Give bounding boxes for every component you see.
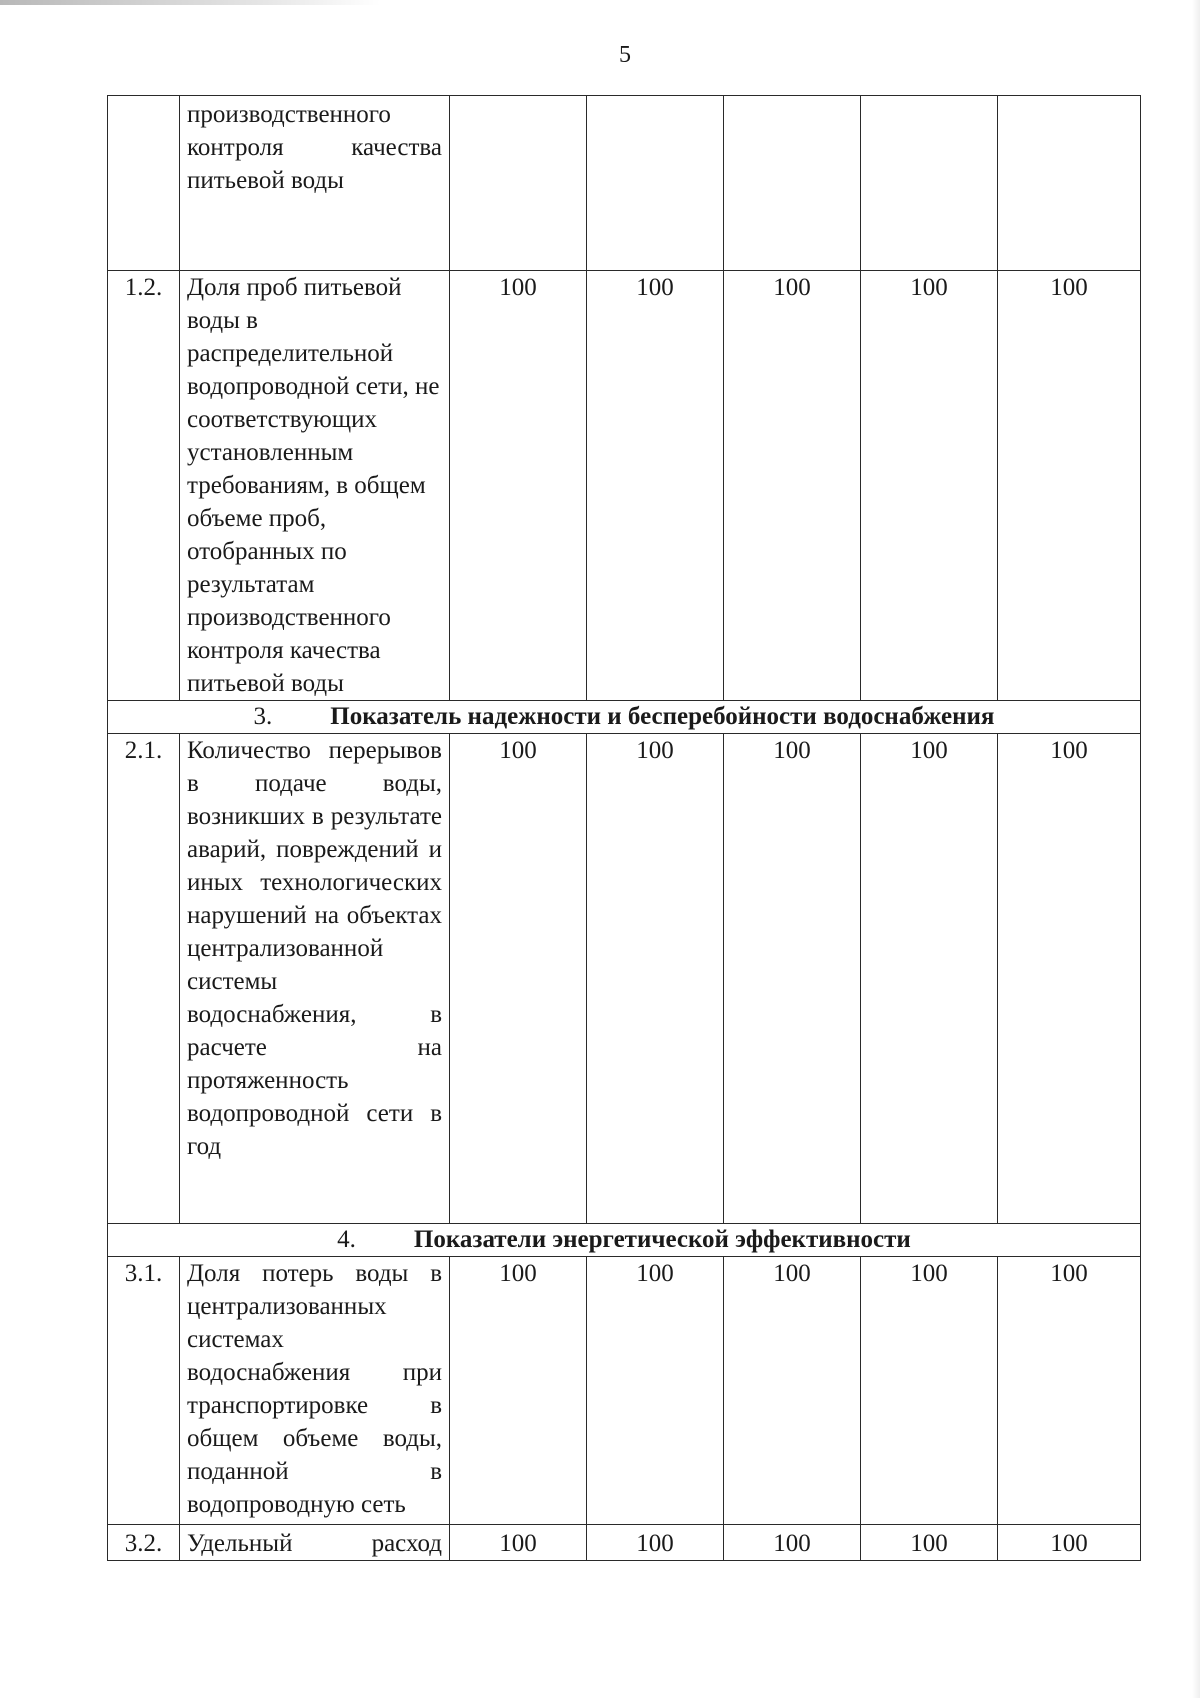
value-cell: 100 bbox=[724, 734, 861, 1224]
value-cell: 100 bbox=[998, 1525, 1141, 1561]
value-cell: 100 bbox=[724, 1257, 861, 1525]
value-cell bbox=[998, 96, 1141, 271]
row-number: 1.2. bbox=[108, 271, 180, 701]
value-cell: 100 bbox=[861, 271, 998, 701]
row-number: 3.2. bbox=[108, 1525, 180, 1561]
value-cell bbox=[450, 96, 587, 271]
value-cell: 100 bbox=[587, 734, 724, 1224]
value-cell: 100 bbox=[861, 1257, 998, 1525]
value-cell: 100 bbox=[450, 734, 587, 1224]
value-cell: 100 bbox=[587, 1257, 724, 1525]
value-cell: 100 bbox=[861, 734, 998, 1224]
row-number: 2.1. bbox=[108, 734, 180, 1224]
table-row-3-1 bbox=[108, 1257, 1141, 1525]
row-description: производственного контроля качества питьевой воды bbox=[180, 96, 450, 271]
section-title: Показатели энергетической эффективности bbox=[413, 1226, 911, 1253]
value-cell: 100 bbox=[861, 1525, 998, 1561]
value-cell bbox=[587, 96, 724, 271]
value-cell bbox=[724, 96, 861, 271]
section-number: 4. bbox=[337, 1226, 356, 1253]
value-cell: 100 bbox=[998, 1257, 1141, 1525]
row-description: Доля проб питьевой воды в распределительной водопроводной сети, не соответствующих установленным требованиям, в общем объеме проб, отобранных по результатам производственного контроля качества питьевой воды bbox=[180, 271, 450, 701]
row-description: Доля потерь воды в централизованных системах водоснабжения при транспортировке в общем объеме воды, поданной в водопроводную сеть bbox=[180, 1257, 450, 1525]
scan-edge-mark bbox=[0, 0, 380, 5]
row-description: Удельный расход bbox=[180, 1525, 450, 1561]
table-row-2-1 bbox=[108, 734, 1141, 1224]
section-title-cell bbox=[108, 701, 1141, 734]
section-title: Показатель надежности и бесперебойности водоснабжения bbox=[330, 703, 995, 730]
indicators-table bbox=[107, 95, 1141, 1561]
row-number bbox=[108, 96, 180, 271]
value-cell: 100 bbox=[450, 1525, 587, 1561]
row-number: 3.1. bbox=[108, 1257, 180, 1525]
value-cell: 100 bbox=[998, 271, 1141, 701]
value-cell: 100 bbox=[587, 271, 724, 701]
section-header-4 bbox=[108, 1224, 1141, 1257]
value-cell: 100 bbox=[724, 271, 861, 701]
value-cell: 100 bbox=[450, 271, 587, 701]
value-cell bbox=[861, 96, 998, 271]
value-cell: 100 bbox=[587, 1525, 724, 1561]
value-cell: 100 bbox=[724, 1525, 861, 1561]
table-row-3-2 bbox=[108, 1525, 1141, 1561]
page-number: 5 bbox=[619, 42, 631, 68]
section-title-cell bbox=[108, 1224, 1141, 1257]
value-cell: 100 bbox=[998, 734, 1141, 1224]
section-header-3 bbox=[108, 701, 1141, 734]
row-description: Количество перерывов в подаче воды, возникших в результате аварий, повреждений и иных технологических нарушений на объектах централизованной системы водоснабжения, в расчете на протяженность водопроводной сети в год bbox=[180, 734, 450, 1224]
table-row-1-2 bbox=[108, 271, 1141, 701]
table-row-continuation bbox=[108, 96, 1141, 271]
section-number: 3. bbox=[253, 703, 273, 730]
value-cell: 100 bbox=[450, 1257, 587, 1525]
page-shadow bbox=[1192, 0, 1200, 1698]
